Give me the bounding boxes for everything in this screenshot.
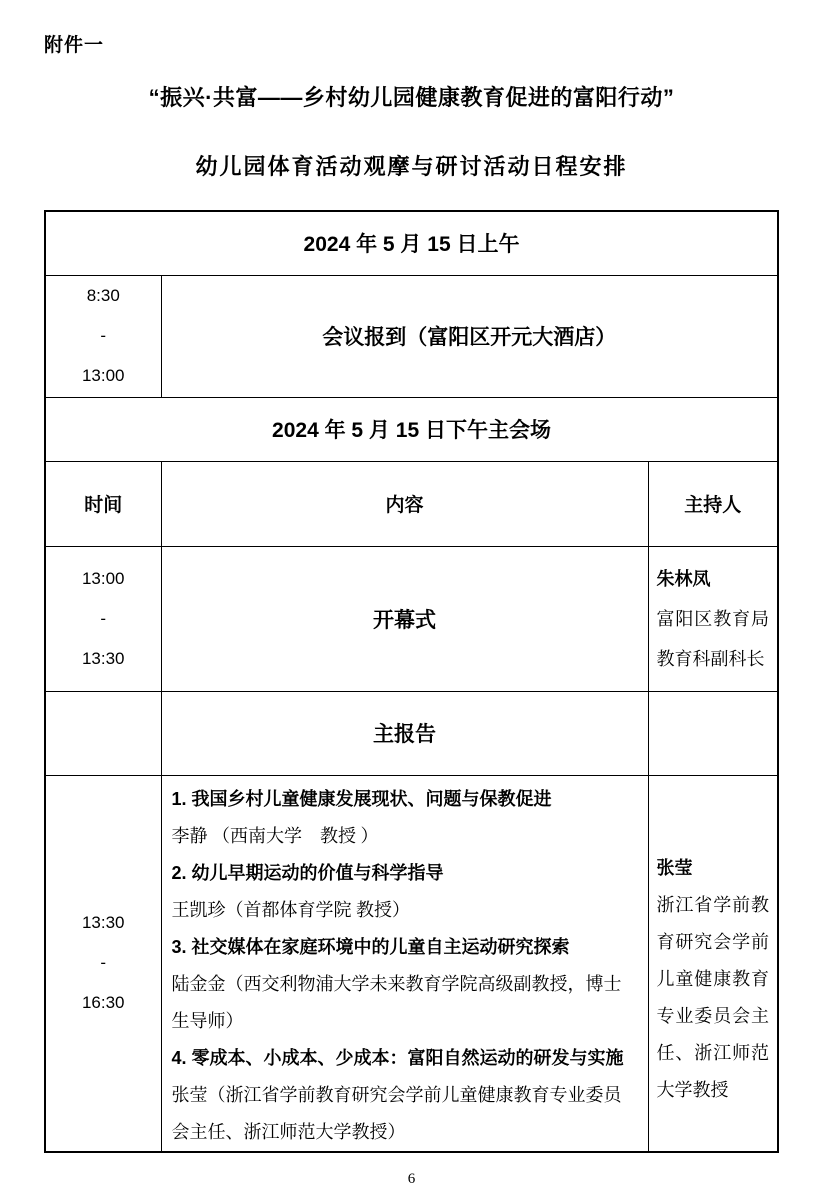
keynote-header-label: 主报告: [161, 691, 648, 775]
time-dash: -: [100, 608, 107, 628]
session-morning-header: 2024 年 5 月 15 日上午: [45, 211, 778, 275]
keynote-header-row: [45, 691, 778, 775]
time-start: 8:30: [86, 286, 120, 305]
host-title: 浙江省学前教育研究会学前儿童健康教育专业委员会主任、浙江师范大学教授: [656, 894, 770, 1100]
column-header-time: 时间: [45, 461, 161, 546]
page-number: 6: [407, 1171, 416, 1187]
talk-speaker: 张莹（浙江省学前教育研究会学前儿童健康教育专业委员会主任、浙江师范大学教授）: [171, 1084, 622, 1142]
host-name: 张莹: [656, 857, 693, 878]
host-name: 朱林凤: [656, 568, 711, 589]
keynote-header-host-empty: [648, 691, 778, 775]
session-morning-row: [45, 211, 778, 275]
talk-title: 2. 幼儿早期运动的价值与科学指导: [171, 862, 444, 883]
opening-host: [648, 546, 778, 691]
time-end: 13:00: [81, 366, 125, 385]
talk-speaker: 陆金金（西交利物浦大学未来教育学院高级副教授，博士生导师）: [171, 973, 622, 1031]
column-header-row: [45, 461, 778, 546]
attachment-label: 附件一: [44, 35, 105, 56]
time-dash: -: [100, 953, 107, 972]
column-header-content: 内容: [161, 461, 648, 546]
time-start: 13:00: [81, 568, 125, 588]
opening-content: 开幕式: [161, 546, 648, 691]
host-title: 富阳区教育局教育科副科长: [656, 608, 770, 669]
registration-content: 会议报到（富阳区开元大酒店）: [161, 275, 778, 397]
talk-title: 3. 社交媒体在家庭环境中的儿童自主运动研究探索: [171, 936, 570, 957]
keynote-talk-list: [161, 775, 648, 1152]
keynote-header-time-empty: [45, 691, 161, 775]
registration-time: [45, 275, 161, 397]
time-end: 13:30: [81, 648, 125, 668]
document-title: “振兴·共富——乡村幼儿园健康教育促进的富阳行动”: [148, 85, 675, 110]
talk-title: 1. 我国乡村儿童健康发展现状、问题与保教促进: [171, 788, 552, 809]
time-start: 13:30: [81, 913, 125, 932]
keynote-time: [45, 775, 161, 1152]
keynote-host: [648, 775, 778, 1152]
document-subtitle: 幼儿园体育活动观摩与研讨活动日程安排: [195, 154, 628, 179]
time-dash: -: [100, 326, 107, 345]
opening-time: [45, 546, 161, 691]
time-end: 16:30: [81, 993, 125, 1012]
agenda-table: [44, 210, 779, 1153]
session-afternoon-header: 2024 年 5 月 15 日下午主会场: [45, 397, 778, 461]
talk-speaker: 王凯珍（首都体育学院 教授）: [171, 899, 410, 920]
talk-title: 4. 零成本、小成本、少成本：富阳自然运动的研发与实施: [171, 1047, 624, 1068]
talk-speaker: 李静 （西南大学 教授 ）: [171, 825, 379, 846]
opening-row: [45, 546, 778, 691]
column-header-host: 主持人: [648, 461, 778, 546]
keynote-talks-row: [45, 775, 778, 1152]
registration-row: [45, 275, 778, 397]
session-afternoon-row: [45, 397, 778, 461]
